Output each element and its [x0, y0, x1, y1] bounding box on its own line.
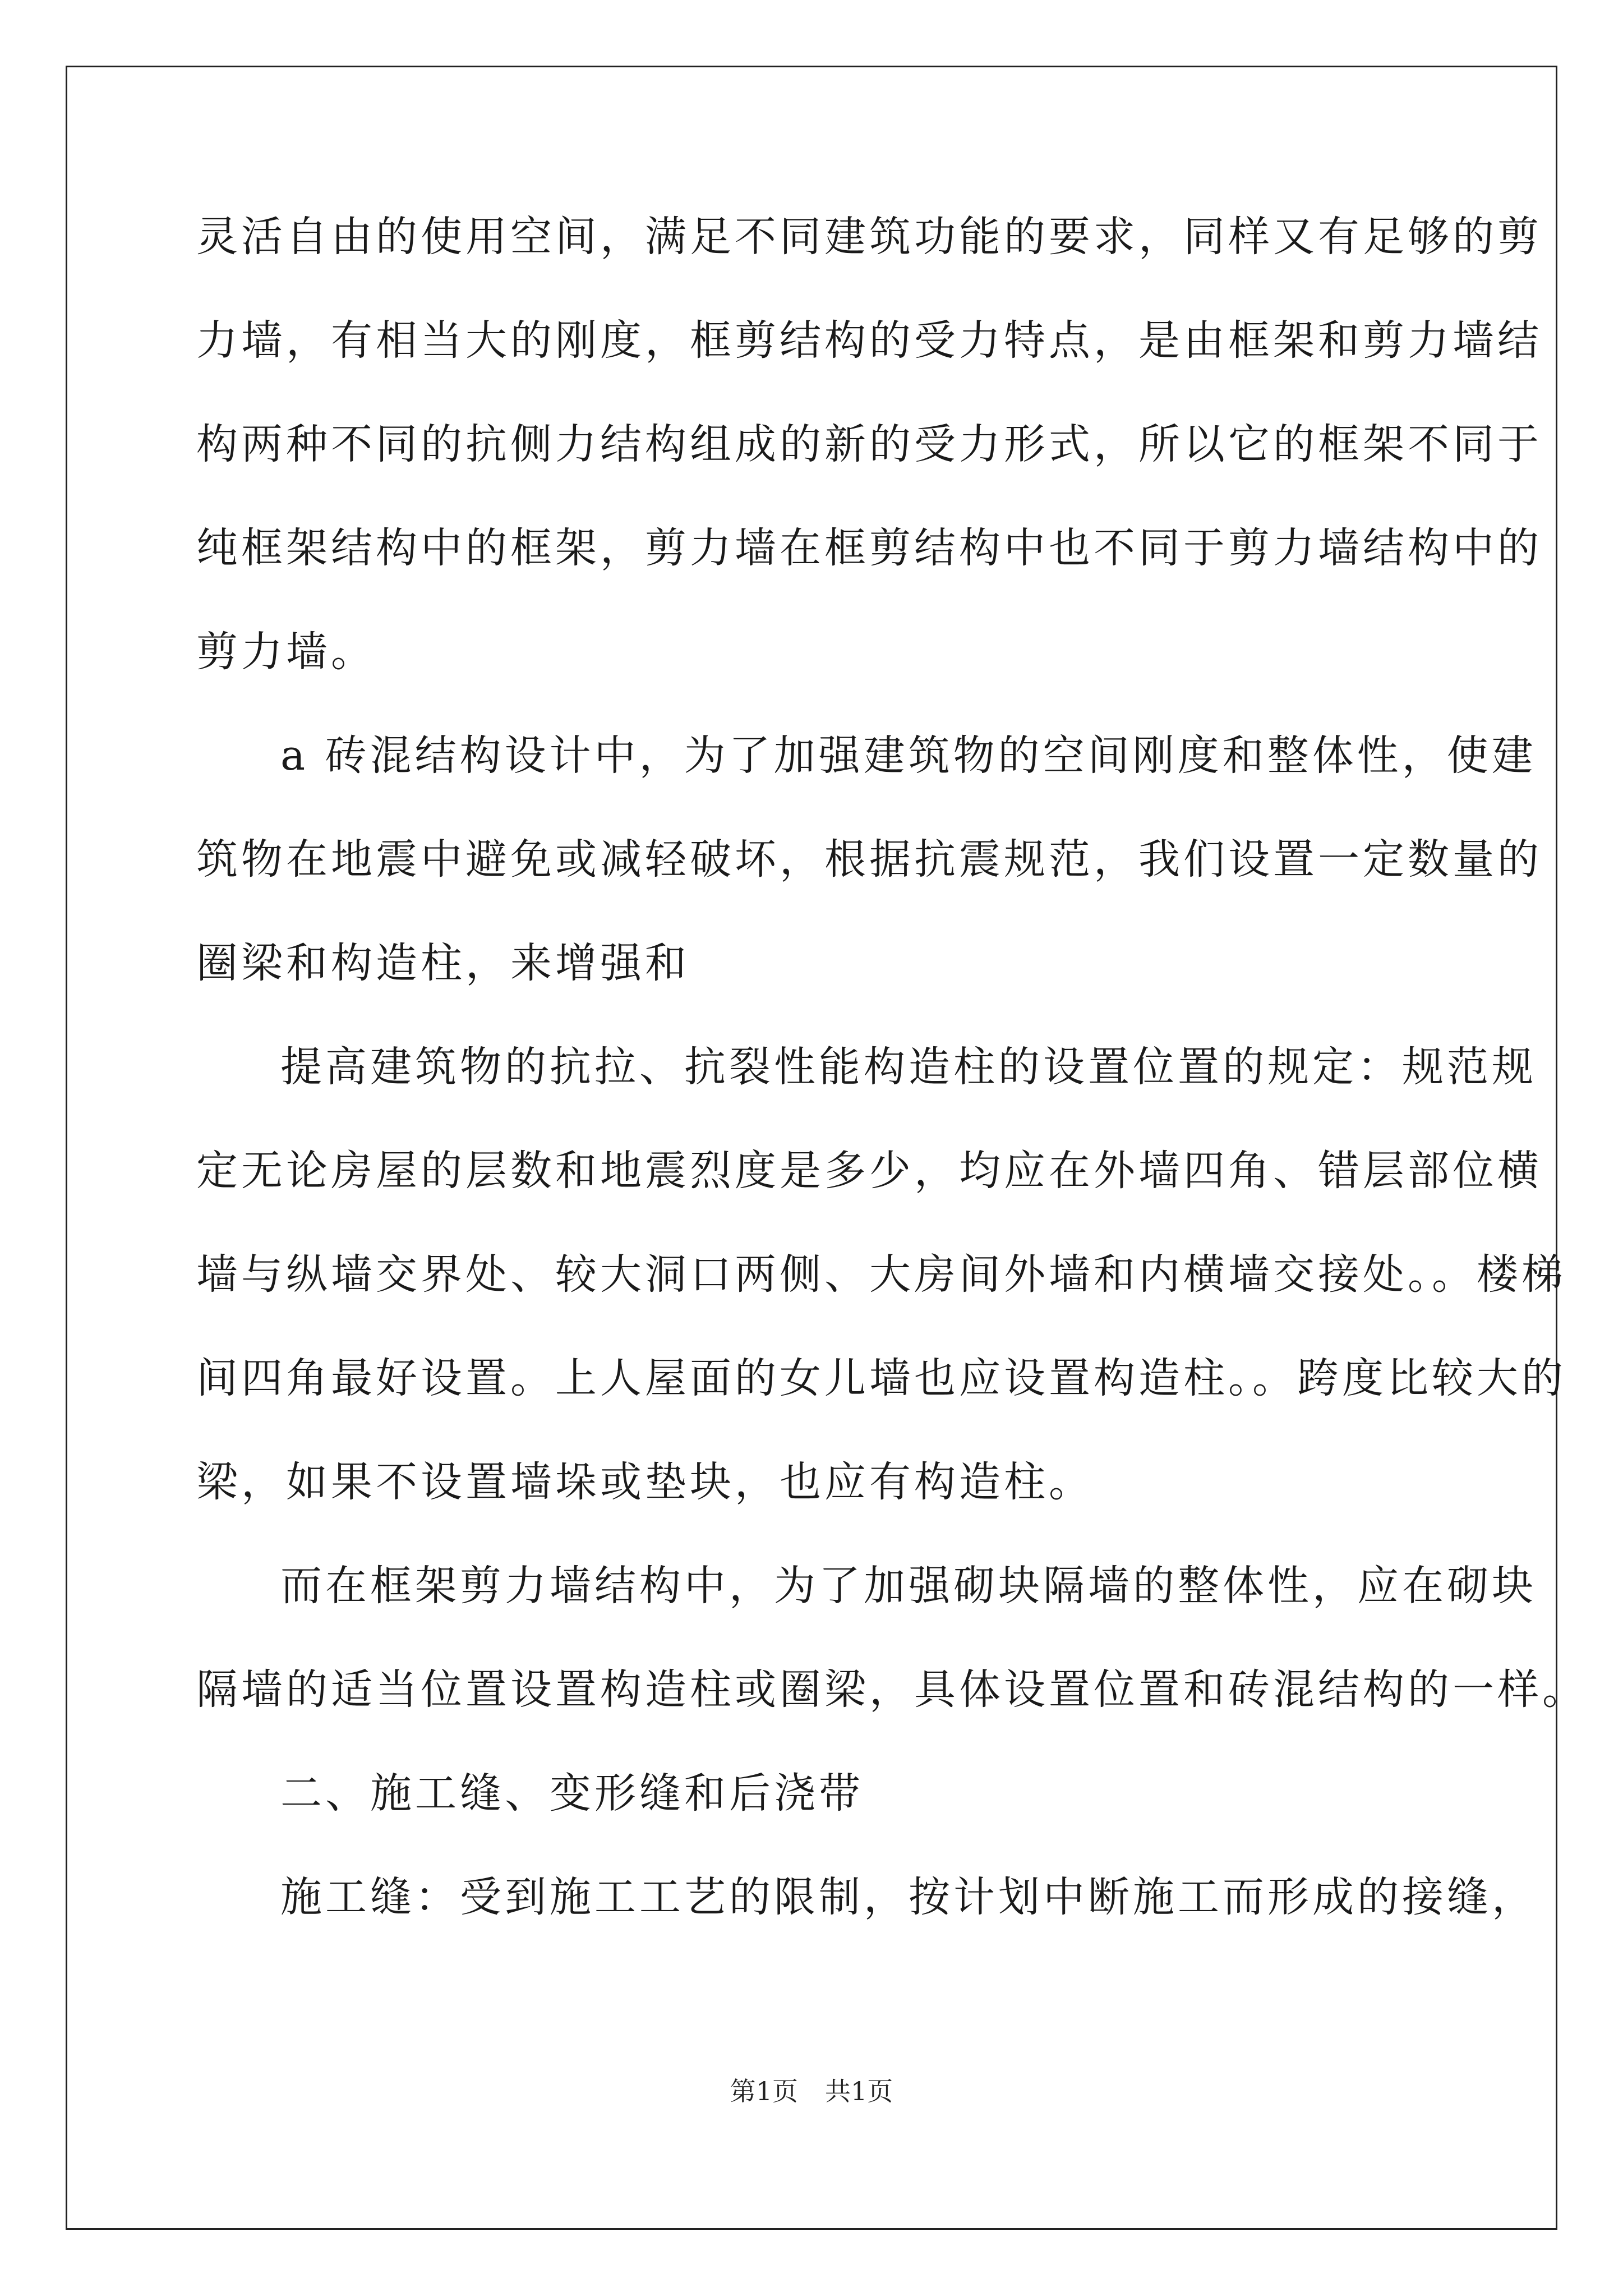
page-total: 共1页	[825, 2076, 893, 2106]
text-line: 圈梁和构造柱，来增强和	[196, 939, 690, 987]
text-line: 梁，如果不设置墙垛或垫块，也应有构造柱。	[196, 1458, 1094, 1506]
text-line: 隔墙的适当位置设置构造柱或圈梁，具体设置位置和砖混结构的一样。	[196, 1665, 1587, 1714]
page-footer	[0, 2074, 1623, 2108]
text-line: 纯框架结构中的框架，剪力墙在框剪结构中也不同于剪力墙结构中的	[196, 524, 1542, 572]
paragraph-start-line: 而在框架剪力墙结构中，为了加强砌块隔墙的整体性，应在砌块	[280, 1562, 1537, 1610]
document-body	[196, 209, 1587, 1973]
text-line: 墙与纵墙交界处、较大洞口两侧、大房间外墙和内横墙交接处。。楼梯	[196, 1250, 1566, 1299]
paragraph-start-line: a 砖混结构设计中，为了加强建筑物的空间刚度和整体性，使建	[280, 731, 1537, 780]
text-line: 间四角最好设置。上人屋面的女儿墙也应设置构造柱。。跨度比较大的	[196, 1354, 1566, 1402]
text-line: 定无论房屋的层数和地震烈度是多少，均应在外墙四角、错层部位横	[196, 1147, 1542, 1195]
text-line: 构两种不同的抗侧力结构组成的新的受力形式，所以它的框架不同于	[196, 420, 1542, 468]
text-line: 力墙，有相当大的刚度，框剪结构的受力特点，是由框架和剪力墙结	[196, 316, 1542, 365]
text-line: 灵活自由的使用空间，满足不同建筑功能的要求，同样又有足够的剪	[196, 213, 1542, 261]
section-heading: 二、施工缝、变形缝和后浇带	[280, 1769, 864, 1818]
paragraph-start-line: 提高建筑物的抗拉、抗裂性能构造柱的设置位置的规定：规范规	[280, 1043, 1537, 1091]
text-line: 筑物在地震中避免或减轻破坏，根据抗震规范，我们设置一定数量的	[196, 835, 1542, 884]
page-number: 第1页	[730, 2076, 798, 2106]
text-line: 剪力墙。	[196, 628, 376, 676]
paragraph-start-line: 施工缝：受到施工工艺的限制，按计划中断施工而形成的接缝，	[280, 1873, 1537, 1921]
